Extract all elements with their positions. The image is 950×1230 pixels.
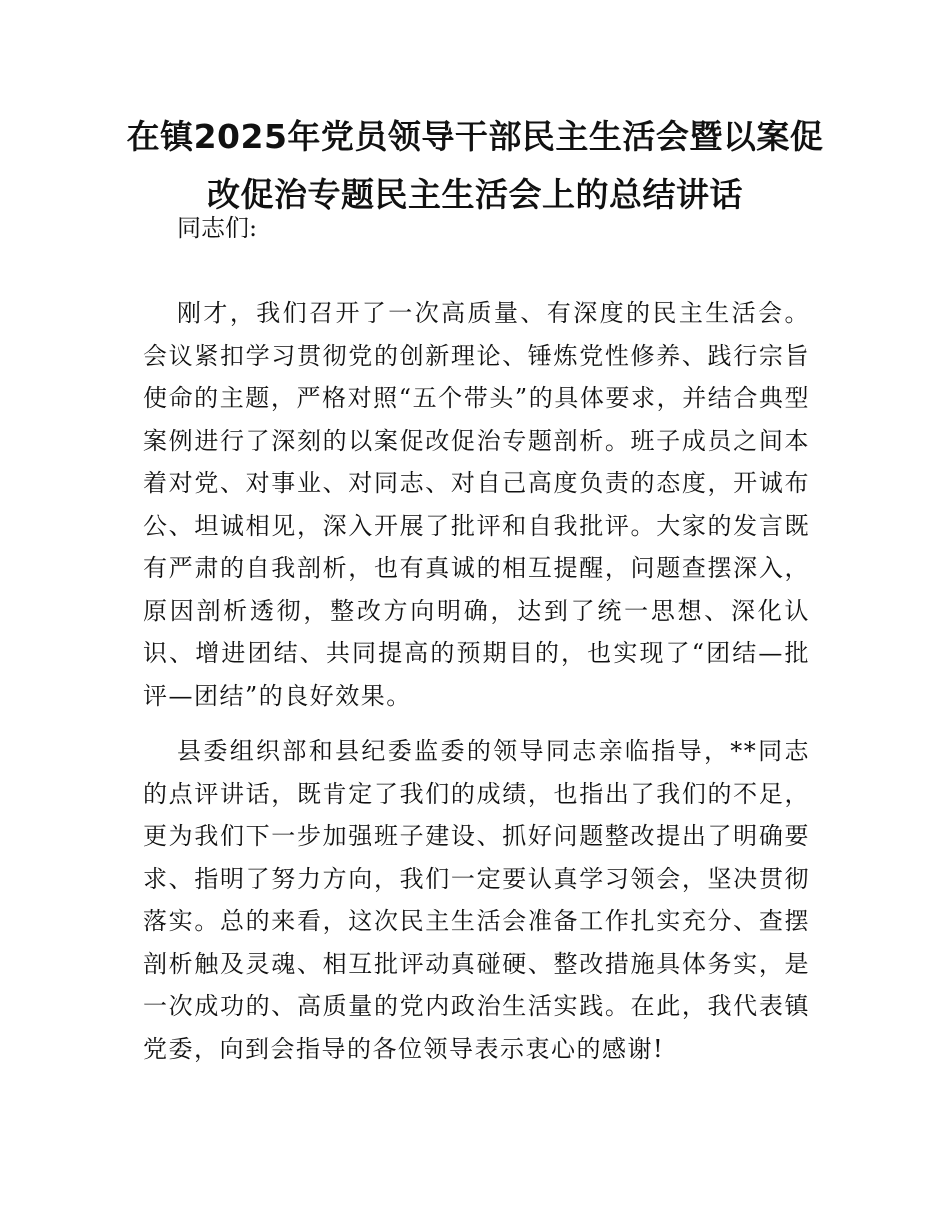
title-line-1: 在镇2025年党员领导干部民主生活会暨以案促 — [126, 117, 824, 156]
title-line-2: 改促治专题民主生活会上的总结讲话 — [207, 175, 743, 214]
salutation: 同志们: — [177, 214, 258, 242]
paragraph-2: 县委组织部和县纪委监委的领导同志亲临指导，**同志的点评讲话，既肯定了我们的成绩，也指出了我们的不足，更为我们下一步加强班子建设、抓好问题整改提出了明确要求、指明了努力方向，我们一定要认真学习领会，坚决贯彻落实。总的来看，这次民主生活会准备工作扎实充分、查摆剖析触及灵魂、相互批评动真碰硬、整改措施具体务实，是一次成功的、高质量的党内政治生活实践。在此，我代表镇党委，向到会指导的各位领导表示衷心的感谢! — [143, 737, 810, 1063]
paragraph-1: 刚才，我们召开了一次高质量、有深度的民主生活会。会议紧扣学习贯彻党的创新理论、锤炼党性修养、践行宗旨使命的主题，严格对照“五个带头”的具体要求，并结合典型案例进行了深刻的以案促改促治专题剖析。班子成员之间本着对党、对事业、对同志、对自己高度负责的态度，开诚布公、坦诚相见，深入开展了批评和自我批评。大家的发言既有严肃的自我剖析，也有真诚的相互提醒，问题查摆深入，原因剖析透彻，整改方向明确，达到了统一思想、深化认识、增进团结、共同提高的预期目的，也实现了“团结—批评—团结”的良好效果。 — [143, 299, 810, 710]
